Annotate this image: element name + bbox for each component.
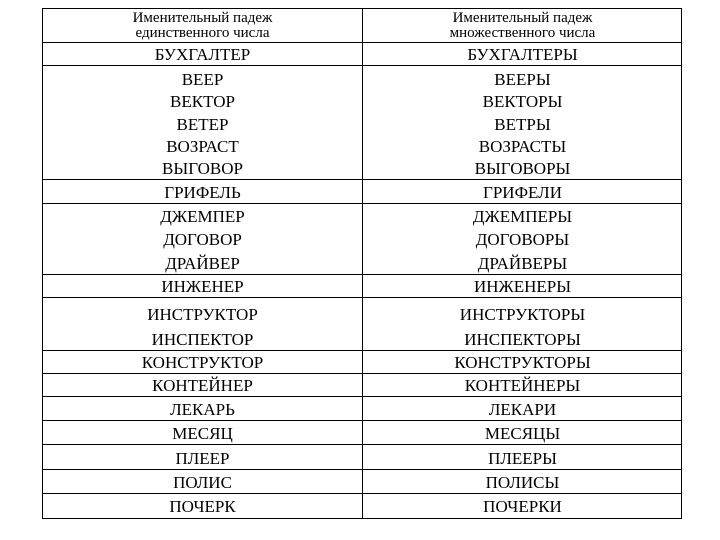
plural-cell: ВЕТРЫ: [494, 115, 551, 134]
table-row: [43, 205, 681, 228]
table-row: [43, 135, 681, 158]
word-table: [42, 8, 682, 519]
singular-cell: ГРИФЕЛЬ: [164, 183, 241, 202]
singular-cell: ИНСТРУКТОР: [147, 305, 258, 324]
plural-cell: ПОЛИСЫ: [485, 473, 560, 492]
singular-cell: ВЕЕР: [181, 70, 224, 89]
plural-cell: ДЖЕМПЕРЫ: [472, 207, 573, 226]
table-row: [43, 328, 681, 351]
plural-cell: ДОГОВОРЫ: [475, 230, 570, 249]
singular-cell: БУХГАЛТЕР: [154, 45, 251, 64]
singular-cell: ВЕТЕР: [176, 115, 229, 134]
singular-cell: ЛЕКАРЬ: [170, 400, 235, 419]
singular-cell: МЕСЯЦ: [172, 424, 233, 443]
singular-cell: ПОЧЕРК: [169, 497, 236, 516]
table-header-row: [43, 9, 681, 43]
plural-cell: ПОЧЕРКИ: [483, 497, 562, 516]
table-row: [43, 252, 681, 275]
singular-cell: ДЖЕМПЕР: [160, 207, 245, 226]
singular-cell: КОНСТРУКТОР: [141, 353, 264, 372]
table-row: [43, 303, 681, 326]
table-row: [43, 398, 681, 421]
table-row: [43, 351, 681, 374]
table-row: [43, 113, 681, 136]
header-plural: [363, 9, 682, 43]
plural-cell: КОНТЕЙНЕРЫ: [464, 376, 581, 395]
singular-cell: ДРАЙВЕР: [165, 254, 240, 273]
header-plural-line1: Именительный падеж: [452, 10, 593, 26]
table-row: [43, 374, 681, 397]
plural-cell: ГРИФЕЛИ: [483, 183, 562, 202]
plural-cell: ВЫГОВОРЫ: [474, 159, 571, 178]
plural-cell: ДРАЙВЕРЫ: [477, 254, 568, 273]
singular-cell: ПОЛИС: [173, 473, 232, 492]
table-row: [43, 90, 681, 113]
singular-cell: ПЛЕЕР: [175, 449, 230, 468]
header-singular: [43, 9, 362, 43]
table-row: [43, 68, 681, 91]
singular-cell: ИНСПЕКТОР: [151, 330, 254, 349]
plural-cell: МЕСЯЦЫ: [484, 424, 561, 443]
plural-cell: ВЕЕРЫ: [494, 70, 551, 89]
table-row: [43, 157, 681, 180]
header-singular-line2: единственного числа: [135, 25, 270, 41]
plural-cell: ИНСТРУКТОРЫ: [459, 305, 586, 324]
header-singular-line1: Именительный падеж: [132, 10, 273, 26]
singular-cell: ВОЗРАСТ: [166, 137, 239, 156]
table-row: [43, 471, 681, 494]
table-row: [43, 275, 681, 298]
plural-cell: ИНЖЕНЕРЫ: [473, 277, 572, 296]
table-body: [43, 43, 681, 518]
table-row: [43, 447, 681, 470]
singular-cell: ИНЖЕНЕР: [161, 277, 244, 296]
plural-cell: КОНСТРУКТОРЫ: [454, 353, 591, 372]
table-row: [43, 495, 681, 518]
plural-cell: ИНСПЕКТОРЫ: [464, 330, 581, 349]
singular-cell: ДОГОВОР: [163, 230, 242, 249]
singular-cell: ВЕКТОР: [170, 92, 235, 111]
table-row: [43, 43, 681, 66]
header-plural-line2: множественного числа: [449, 25, 596, 41]
plural-cell: БУХГАЛТЕРЫ: [467, 45, 578, 64]
table-row: [43, 181, 681, 204]
plural-cell: ЛЕКАРИ: [488, 400, 557, 419]
singular-cell: ВЫГОВОР: [162, 159, 243, 178]
plural-cell: ПЛЕЕРЫ: [488, 449, 557, 468]
plural-cell: ВОЗРАСТЫ: [478, 137, 567, 156]
table-row: [43, 422, 681, 445]
singular-cell: КОНТЕЙНЕР: [152, 376, 253, 395]
table-row: [43, 228, 681, 251]
plural-cell: ВЕКТОРЫ: [482, 92, 563, 111]
